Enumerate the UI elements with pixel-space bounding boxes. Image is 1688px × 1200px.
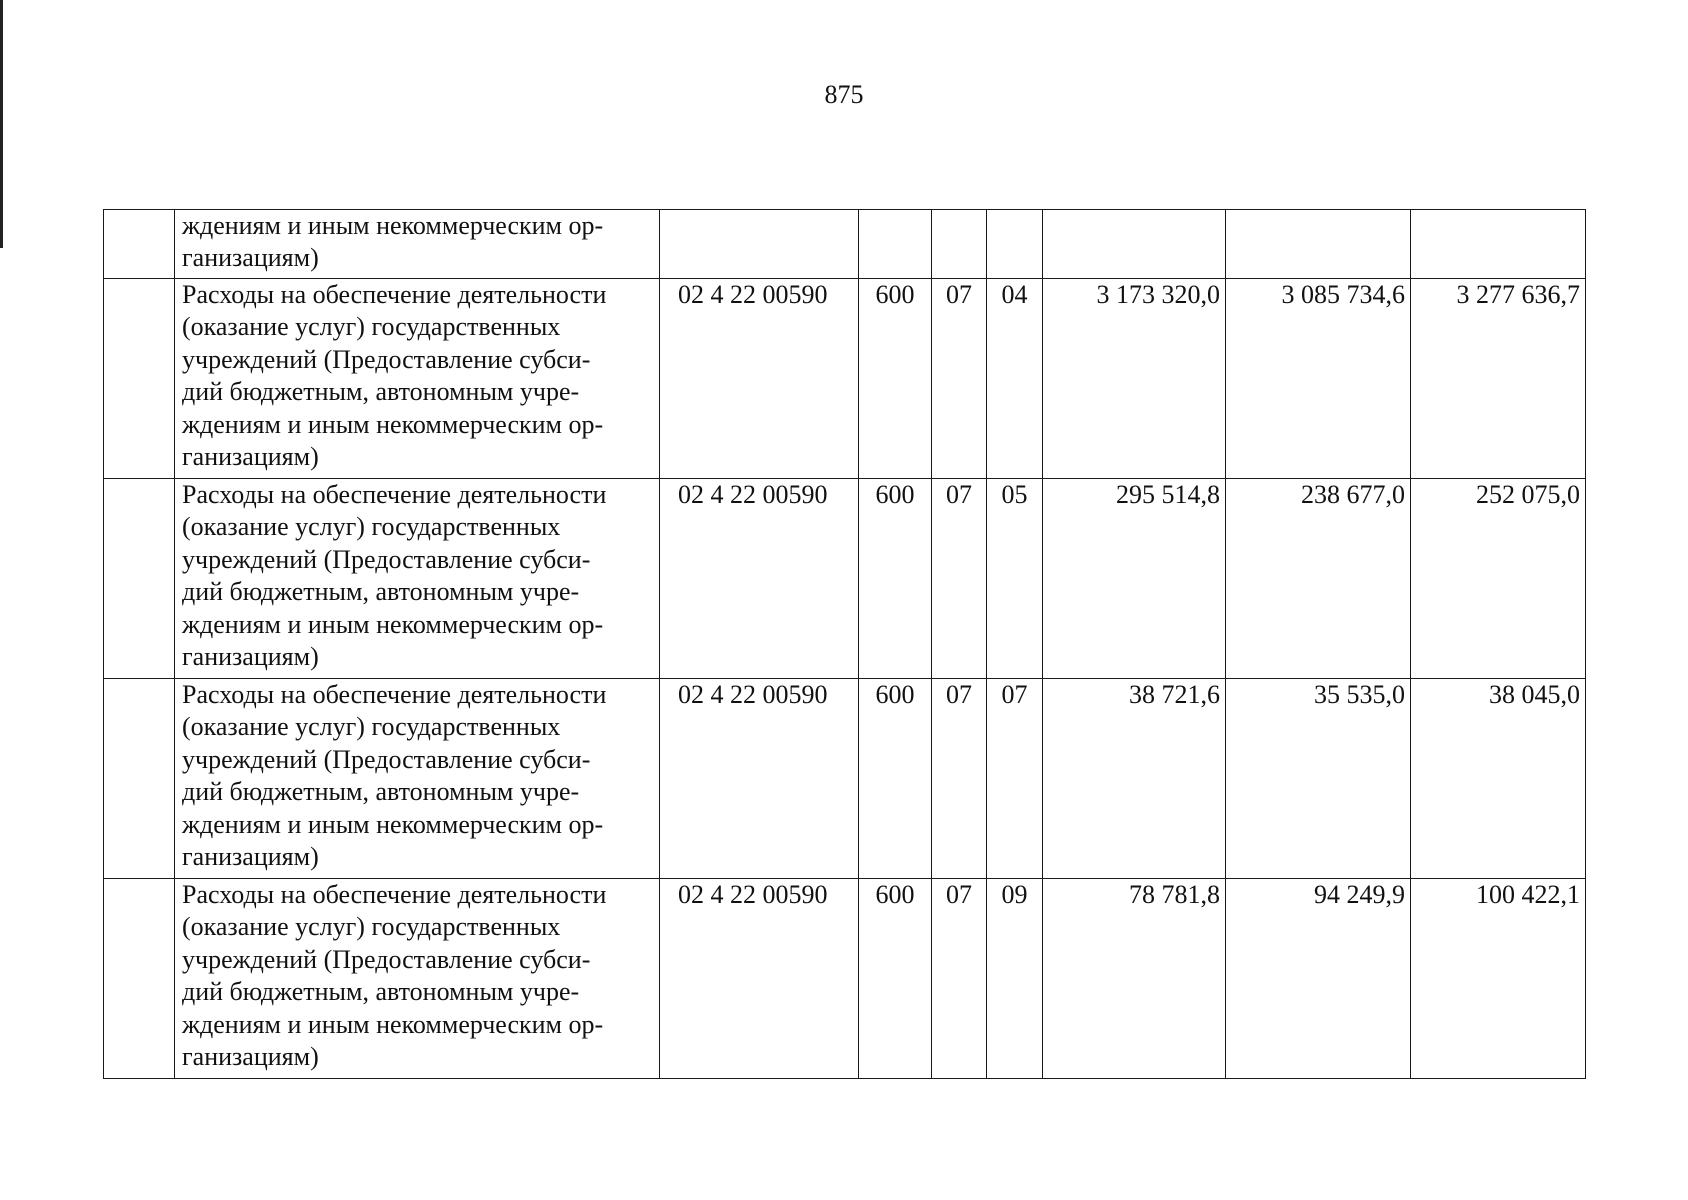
description-text: ждениям и иным некоммерческим ор- ганизациям) — [182, 211, 604, 273]
subsection-cell — [987, 210, 1043, 279]
scan-edge-mark — [0, 0, 3, 248]
amount-cell-1: 295 514,8 — [1043, 479, 1226, 679]
amount-cell-1: 3 173 320,0 — [1043, 279, 1226, 479]
description-cell — [175, 279, 660, 479]
amount-cell-2: 238 677,0 — [1226, 479, 1411, 679]
subsection-cell: 07 — [987, 679, 1043, 879]
expense-type-cell: 600 — [859, 279, 932, 479]
row-number-cell — [104, 679, 175, 879]
description-text: Расходы на обеспечение деятельности (оказание услуг) государственных учреждений (Предоставление субси- дий бюджетным, автономным учре- ждениям и иным некоммерческим ор- ганизациям) — [182, 480, 607, 672]
section-cell: 07 — [932, 479, 987, 679]
subsection-cell: 04 — [987, 279, 1043, 479]
table-row — [104, 679, 1586, 879]
target-code-cell: 02 4 22 00590 — [660, 279, 859, 479]
page-number: 875 — [824, 80, 864, 109]
target-code-cell: 02 4 22 00590 — [660, 879, 859, 1079]
expense-type-cell: 600 — [859, 679, 932, 879]
target-code-cell — [660, 210, 859, 279]
amount-cell-2: 94 249,9 — [1226, 879, 1411, 1079]
table-row — [104, 210, 1586, 279]
description-cell — [175, 879, 660, 1079]
section-cell: 07 — [932, 279, 987, 479]
description-cell — [175, 210, 660, 279]
target-code-cell: 02 4 22 00590 — [660, 479, 859, 679]
description-text: Расходы на обеспечение деятельности (оказание услуг) государственных учреждений (Предоставление субси- дий бюджетным, автономным учре- ждениям и иным некоммерческим ор- ганизациям) — [182, 680, 607, 872]
description-text: Расходы на обеспечение деятельности (оказание услуг) государственных учреждений (Предоставление субси- дий бюджетным, автономным учре- ждениям и иным некоммерческим ор- ганизациям) — [182, 280, 607, 472]
amount-cell-1: 78 781,8 — [1043, 879, 1226, 1079]
table-row — [104, 479, 1586, 679]
amount-cell-2: 35 535,0 — [1226, 679, 1411, 879]
section-cell: 07 — [932, 679, 987, 879]
description-cell — [175, 479, 660, 679]
section-cell: 07 — [932, 879, 987, 1079]
description-text: Расходы на обеспечение деятельности (оказание услуг) государственных учреждений (Предоставление субси- дий бюджетным, автономным учре- ждениям и иным некоммерческим ор- ганизациям) — [182, 880, 607, 1072]
target-code-cell: 02 4 22 00590 — [660, 679, 859, 879]
row-number-cell — [104, 279, 175, 479]
expense-type-cell — [859, 210, 932, 279]
row-number-cell — [104, 210, 175, 279]
amount-cell-2 — [1226, 210, 1411, 279]
description-cell — [175, 679, 660, 879]
table-row — [104, 879, 1586, 1079]
amount-cell-3: 3 277 636,7 — [1411, 279, 1586, 479]
section-cell — [932, 210, 987, 279]
expense-type-cell: 600 — [859, 879, 932, 1079]
amount-cell-1 — [1043, 210, 1226, 279]
subsection-cell: 09 — [987, 879, 1043, 1079]
row-number-cell — [104, 479, 175, 679]
row-number-cell — [104, 879, 175, 1079]
amount-cell-3: 252 075,0 — [1411, 479, 1586, 679]
amount-cell-3 — [1411, 210, 1586, 279]
subsection-cell: 05 — [987, 479, 1043, 679]
expense-type-cell: 600 — [859, 479, 932, 679]
amount-cell-1: 38 721,6 — [1043, 679, 1226, 879]
amount-cell-3: 38 045,0 — [1411, 679, 1586, 879]
budget-table — [103, 209, 1586, 1079]
amount-cell-3: 100 422,1 — [1411, 879, 1586, 1079]
amount-cell-2: 3 085 734,6 — [1226, 279, 1411, 479]
table-row — [104, 279, 1586, 479]
